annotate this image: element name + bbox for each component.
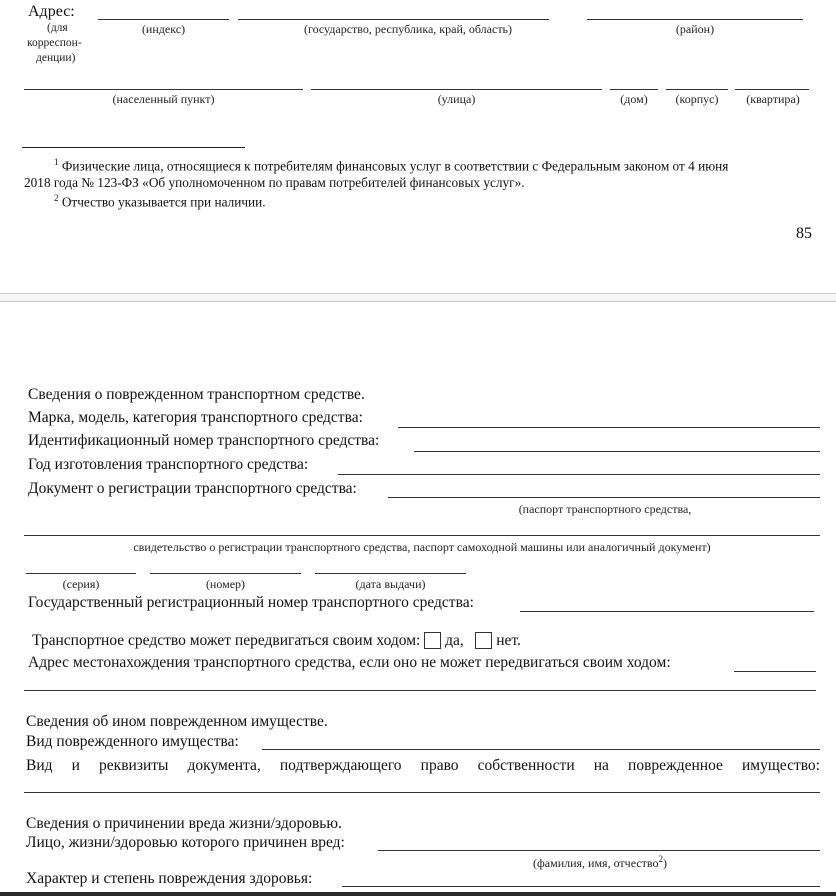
- injury-label: Характер и степень повреждения здоровья:: [26, 870, 313, 887]
- location-field[interactable]: [734, 671, 816, 672]
- can-move-yes-label: да,: [445, 632, 464, 649]
- reg-doc-caption: (паспорт транспортного средства,: [518, 502, 692, 516]
- page-number: 85: [796, 225, 812, 242]
- vin-field[interactable]: [414, 451, 820, 452]
- injured-person-label: Лицо, жизни/здоровью которого причинен вред:: [26, 834, 345, 851]
- house-field[interactable]: [610, 89, 658, 90]
- postal-code-field[interactable]: [98, 19, 229, 20]
- location-label: Адрес местонахождения транспортного средства, если оно не может передвигаться своим ходом:: [28, 654, 671, 671]
- injury-field[interactable]: [342, 886, 820, 887]
- district-caption: (район): [675, 22, 715, 36]
- year-label: Год изготовления транспортного средства:: [28, 456, 309, 473]
- locality-field[interactable]: [24, 89, 303, 90]
- footnote-1-cont: 2018 года № 123-ФЗ «Об уполномоченном по правам потребителей финансовых услуг».: [24, 175, 525, 190]
- footnote-1: [24, 157, 728, 174]
- ownership-doc-field[interactable]: [24, 792, 820, 793]
- address-sublabel: (для: [47, 22, 68, 34]
- footnote-2: [24, 193, 266, 210]
- postal-code-caption: (индекс): [141, 22, 186, 36]
- doc-number-caption: (номер): [205, 577, 246, 591]
- plate-label: Государственный регистрационный номер транспортного средства:: [28, 594, 474, 611]
- health-section-heading: Сведения о причинении вреда жизни/здоровью.: [26, 815, 342, 832]
- page-separator: [0, 293, 836, 302]
- apartment-caption: (квартира): [746, 92, 800, 106]
- property-section-heading: Сведения об ином поврежденном имуществе.: [26, 713, 328, 730]
- address-label: Адрес:: [28, 3, 75, 20]
- reg-doc-field-cont[interactable]: [24, 535, 820, 536]
- footnote-text: Физические лица, относящиеся к потребителям финансовых услуг в соответствии с Федеральным законом от 4 июня: [58, 158, 729, 174]
- doc-number-field[interactable]: [150, 573, 301, 574]
- doc-series-caption: (серия): [62, 577, 100, 591]
- can-move-label: Транспортное средство может передвигаться своим ходом:: [32, 632, 421, 649]
- footnote-separator: [22, 147, 245, 148]
- year-field[interactable]: [338, 474, 820, 475]
- footnote-mark: 1: [54, 157, 59, 167]
- district-field[interactable]: [587, 19, 803, 20]
- make-model-label: Марка, модель, категория транспортного средства:: [28, 409, 363, 426]
- reg-doc-caption-cont: свидетельство о регистрации транспортного средства, паспорт самоходной машины или аналогичный документ): [133, 540, 711, 554]
- apartment-field[interactable]: [735, 89, 809, 90]
- building-field[interactable]: [666, 89, 728, 90]
- can-move-row: [32, 632, 521, 650]
- reg-doc-label: Документ о регистрации транспортного средства:: [28, 480, 357, 497]
- location-field-cont[interactable]: [24, 690, 816, 691]
- footnote-text: Отчество указывается при наличии.: [58, 194, 266, 210]
- injured-person-caption: (фамилия, имя, отчество$^2$): [533, 854, 667, 870]
- ownership-doc-label: Вид и реквизиты документа, подтверждающего право собственности на поврежденное имущество:: [26, 757, 820, 774]
- building-caption: (корпус): [675, 92, 719, 106]
- vehicle-section-heading: Сведения о поврежденном транспортном средстве.: [28, 386, 365, 403]
- doc-series-field[interactable]: [26, 573, 136, 574]
- region-field[interactable]: [238, 19, 549, 20]
- reg-doc-field[interactable]: [388, 497, 820, 498]
- make-model-field[interactable]: [398, 427, 820, 428]
- can-move-yes-checkbox[interactable]: [424, 632, 441, 649]
- street-field[interactable]: [311, 89, 602, 90]
- viewer-bottom-edge: [0, 892, 836, 896]
- can-move-no-label: нет.: [496, 632, 521, 649]
- footnote-mark: 2: [54, 193, 59, 203]
- region-caption: (государство, республика, край, область): [303, 22, 513, 36]
- locality-caption: (населенный пункт): [112, 92, 215, 106]
- injured-person-field[interactable]: [378, 850, 820, 851]
- address-sublabel: денции): [36, 52, 76, 64]
- plate-field[interactable]: [520, 611, 814, 612]
- doc-issue-date-caption: (дата выдачи): [355, 577, 426, 591]
- house-caption: (дом): [620, 92, 648, 106]
- property-type-field[interactable]: [262, 749, 820, 750]
- doc-issue-date-field[interactable]: [315, 573, 466, 574]
- property-type-label: Вид поврежденного имущества:: [26, 733, 239, 750]
- street-caption: (улица): [437, 92, 476, 106]
- can-move-no-checkbox[interactable]: [475, 632, 492, 649]
- vin-label: Идентификационный номер транспортного средства:: [28, 432, 380, 449]
- address-sublabel: корреспон-: [27, 37, 82, 49]
